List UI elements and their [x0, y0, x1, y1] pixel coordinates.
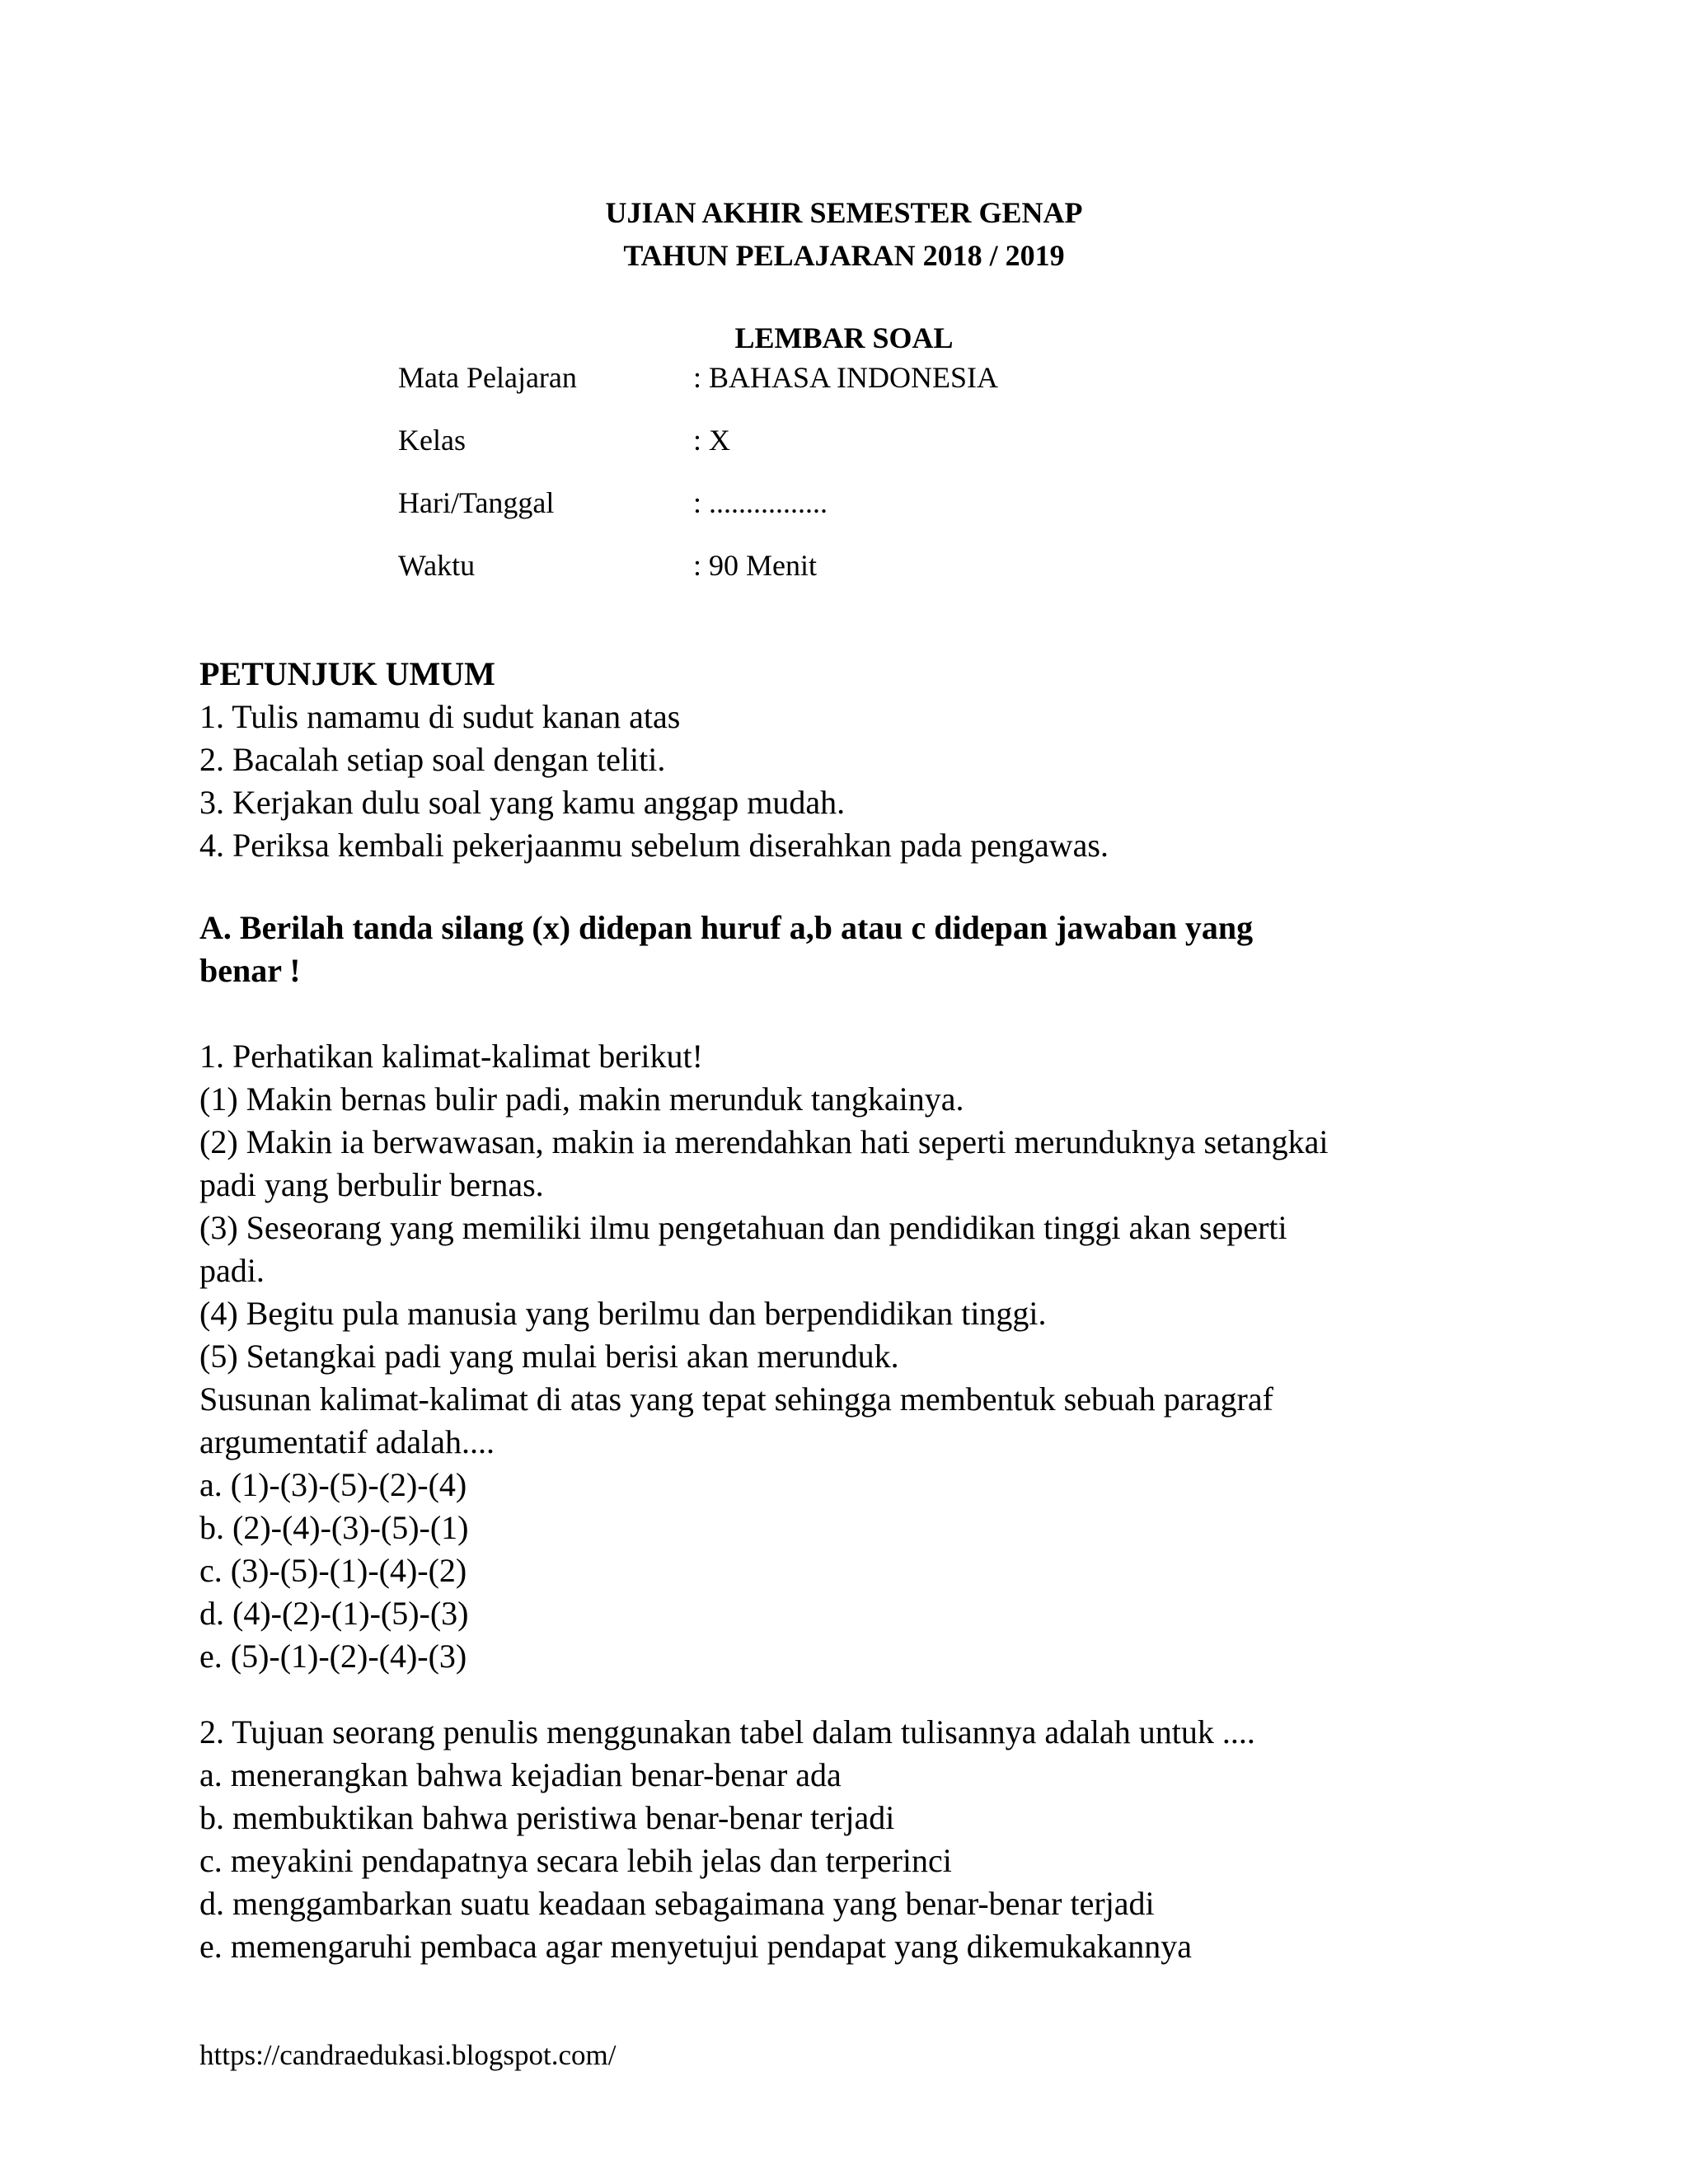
info-label: Mata Pelajaran: [398, 361, 577, 394]
info-label: Kelas: [398, 424, 466, 457]
answer-option: b. (2)-(4)-(3)-(5)-(1): [199, 1509, 469, 1546]
instruction-item: 4. Periksa kembali pekerjaanmu sebelum diserahkan pada pengawas.: [199, 827, 1109, 864]
instruction-item: 1. Tulis namamu di sudut kanan atas: [199, 698, 681, 735]
answer-option: a. (1)-(3)-(5)-(2)-(4): [199, 1466, 467, 1503]
question-line: (2) Makin ia berwawasan, makin ia merendahkan hati seperti merunduknya setangkai: [199, 1123, 1329, 1160]
info-value: : X: [693, 424, 730, 457]
section-a-heading: [199, 907, 1493, 992]
section-a-heading-line: A. Berilah tanda silang (x) didepan huruf a,b atau c didepan jawaban yang: [199, 909, 1254, 946]
answer-option: c. (3)-(5)-(1)-(4)-(2): [199, 1552, 467, 1589]
answer-option: d. menggambarkan suatu keadaan sebagaimana yang benar-benar terjadi: [199, 1885, 1155, 1922]
question-line: (5) Setangkai padi yang mulai berisi akan merunduk.: [199, 1338, 899, 1375]
info-value: : 90 Menit: [693, 549, 817, 582]
info-value: : ................: [693, 486, 828, 519]
answer-option: d. (4)-(2)-(1)-(5)-(3): [199, 1595, 469, 1632]
instruction-item: 2. Bacalah setiap soal dengan teliti.: [199, 741, 666, 778]
question-line: (4) Begitu pula manusia yang berilmu dan berpendidikan tinggi.: [199, 1295, 1047, 1332]
info-label: Hari/Tanggal: [398, 486, 555, 519]
answer-option: c. meyakini pendapatnya secara lebih jelas dan terperinci: [199, 1842, 952, 1879]
section-a-heading-line: benar !: [199, 952, 301, 989]
sheet-title: LEMBAR SOAL: [734, 321, 954, 354]
info-value: : BAHASA INDONESIA: [693, 361, 999, 394]
exam-title: UJIAN AKHIR SEMESTER GENAP: [605, 196, 1083, 229]
instruction-item: 3. Kerjakan dulu soal yang kamu anggap mudah.: [199, 784, 846, 821]
footer-url: https://candraedukasi.blogspot.com/: [199, 2039, 617, 2071]
question-1: [199, 1035, 1493, 1678]
question-line: (3) Seseorang yang memiliki ilmu pengetahuan dan pendidikan tinggi akan seperti: [199, 1209, 1287, 1246]
question-line: 1. Perhatikan kalimat-kalimat berikut!: [199, 1038, 703, 1075]
instructions-section: [199, 653, 1493, 867]
question-stem: 2. Tujuan seorang penulis menggunakan tabel dalam tulisannya adalah untuk ....: [199, 1713, 1255, 1750]
answer-option: e. memengaruhi pembaca agar menyetujui pendapat yang dikemukakannya: [199, 1928, 1192, 1965]
answer-option: e. (5)-(1)-(2)-(4)-(3): [199, 1638, 467, 1675]
academic-year: TAHUN PELAJARAN 2018 / 2019: [623, 239, 1065, 272]
answer-option: b. membuktikan bahwa peristiwa benar-benar terjadi: [199, 1799, 895, 1836]
info-label: Waktu: [398, 549, 476, 582]
question-line: argumentatif adalah....: [199, 1423, 495, 1460]
question-line: (1) Makin bernas bulir padi, makin merunduk tangkainya.: [199, 1080, 964, 1118]
instructions-heading: PETUNJUK UMUM: [199, 655, 495, 692]
answer-option: a. menerangkan bahwa kejadian benar-benar ada: [199, 1756, 842, 1793]
question-line: Susunan kalimat-kalimat di atas yang tepat sehingga membentuk sebuah paragraf: [199, 1380, 1273, 1418]
question-line: padi.: [199, 1252, 265, 1289]
question-line: padi yang berbulir bernas.: [199, 1166, 544, 1203]
question-2: [199, 1711, 1493, 1968]
